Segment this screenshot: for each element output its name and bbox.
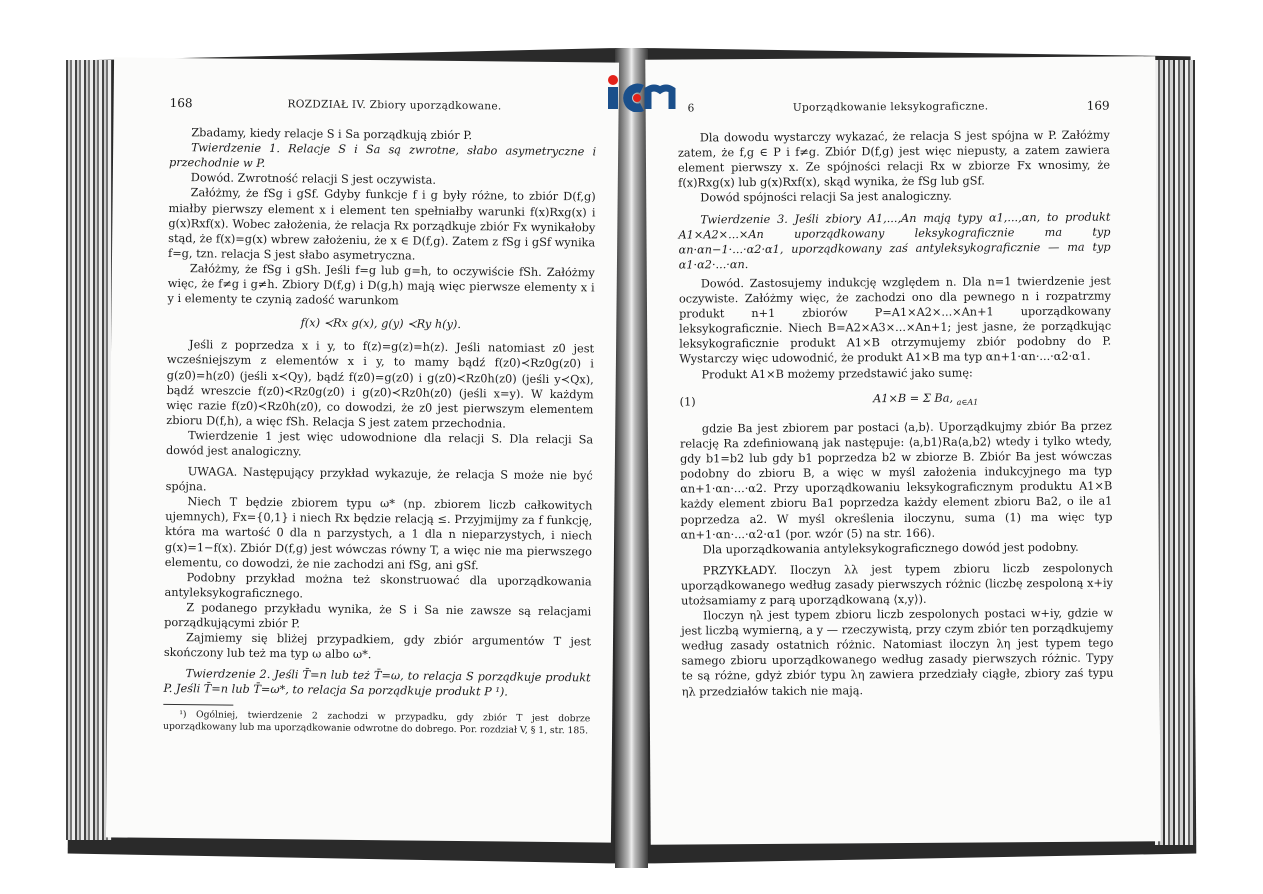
paragraph: Podobny przykład można też skonstruować dla uporządkowania antyleksykograficznego. xyxy=(164,570,592,601)
equation-1 xyxy=(680,389,1112,411)
paragraph: Produkt A1×B możemy przedstawić jako sumę: xyxy=(701,366,973,381)
display-formula: f(x) ≺Rx g(x), g(y) ≺Ry h(y). xyxy=(300,316,462,332)
left-running-title: ROZDZIAŁ IV. Zbiory uporządkowane. xyxy=(287,98,502,113)
paragraph: gdzie Ba jest zbiorem par postaci ⟨a,b⟩. Uporządkujmy zbiór Ba przez relację Ra zdefiniowaną jak następuje: ⟨a,b1⟩Ra⟨a,b2⟩ wtedy i tylko wtedy, gdy b1=b2 lub gdy b1 poprzedza b2 w zbiorze B. Zbiór Ba jest wówczas podobny do zbioru B, a więc w myśl założenia indukcyjnego ma typ αn+1·αn·...·α2. Przy uporządkowaniu leksykograficznym produktu A1×B każdy element zbioru Ba1 poprzedza każdy element zbioru Ba2, o ile a1 poprzedza a2. W myśl określenia iloczynu, suma (1) ma więc typ αn+1·αn·...·α2·α1 (por. wzór (5) na str. 166). xyxy=(679,419,1113,542)
paragraph: Z podanego przykładu wynika, że S i Sa nie zawsze są relacjami porządkującymi zbiór P. xyxy=(164,601,592,631)
equation-subscript: a∈A1 xyxy=(956,397,979,407)
equation-body xyxy=(740,389,1112,411)
right-page-text xyxy=(678,99,1114,700)
paragraph: Iloczyn ηλ jest typem zbioru liczb zespolonych postaci w+iy, gdzie w jest liczbą wymierną, a y — rzeczywistą, przy czym zbiór ten porządkujemy według zasady ostatnich różnic. Natomiast iloczyn λη jest typem tego samego zbioru uporządkowanego według zasady pierwszych różnic. Typy te są różne, gdyż zbiór typu λη zawiera przedziały ciągłe, zbiory zaś typu ηλ przedziałów takich nie mają. xyxy=(681,606,1114,699)
paragraph: Jeśli z poprzedza x i y, to f(z)=g(z)=h(z). Jeśli natomiast z0 jest wcześniejszym z elementów x i y, to mamy bądź f(z0)≺Rz0g(z0) i g(z0)=h(z0) (jeśli x≺Qy), bądź f(z0)=g(z0) i g(z0)≺Rz0h(z0) (jeśli y≺Qx), bądź wreszcie f(z0)≺Rz0g(z0) i g(z0)≺Rz0h(z0) (jeśli x=y). W każdym więc razie f(z0)≺Rz0h(z0), co dowodzi, że z0 jest pierwszym elementem zbioru D(f,h), a więc fSh. Relacja S jest zatem przechodnia. xyxy=(166,338,595,431)
footnote-rule xyxy=(163,704,233,706)
equation-expression: A1×B = Σ Ba, xyxy=(873,391,954,405)
left-page-text xyxy=(163,96,597,738)
theorem-2: Twierdzenie 2. Jeśli T̄=n lub też T̄=ω, to relacja S porządkuje produkt P. Jeśli T̄=n lub T̄=ω*, to relacja Sa porządkuje produkt P ¹). xyxy=(163,667,591,699)
paragraph: Dowód spójności relacji Sa jest analogiczny. xyxy=(700,190,952,205)
right-page xyxy=(645,56,1160,845)
book-gutter xyxy=(615,48,648,868)
paragraph: Twierdzenie 1 jest więc udowodnione dla relacji S. Dla relacji Sa dowód jest analogiczny. xyxy=(165,429,594,459)
paragraph: Załóżmy, że fSg i gSh. Jeśli f=g lub g=h, to oczywiście fSh. Załóżmy więc, że f≠g i g≠h. Zbiory D(f,g) i D(g,h) mają więc pierwsze elementy x i y i elementy te czynią zadość warunkom xyxy=(167,262,595,308)
right-running-head xyxy=(678,99,1110,117)
paragraph: Zajmiemy się bliżej przypadkiem, gdy zbiór argumentów T jest skończony lub też ma typ ω albo ω*. xyxy=(163,631,592,662)
right-page-number: 169 xyxy=(1086,98,1110,113)
left-running-head xyxy=(170,96,597,116)
equation-number: (1) xyxy=(679,395,696,409)
paragraph: Dowód. Zastosujemy indukcję względem n. Dla n=1 twierdzenie jest oczywiste. Załóżmy więc, że zachodzi ono dla pewnego n i rozpatrzmy produkt n+1 zbiorów P=A1×A2×...×An+1 uporządkowany leksykograficznie. Niech B=A2×A3×...×An+1; jest jasne, że porządkując leksykograficznie produkt A1×B otrzymujemy zbiór podobny do P. Wystarczy więc udowodnić, że produkt A1×B ma typ αn+1·αn·...·α2·α1. xyxy=(678,274,1112,366)
paragraph: Zbadamy, kiedy relacje S i Sa porządkują zbiór P. xyxy=(191,126,473,143)
paragraph: Załóżmy, że fSg i gSf. Gdyby funkcje f i g były różne, to zbiór D(f,g) miałby pierwszy element x i element ten spełniałby warunki f(x)Rxg(x) i g(x)Rxf(x). Wobec założenia, że relacja Rx porządkuje zbiór Fx wynikałoby stąd, że f(x)=g(x) wbrew założeniu, że x ∈ D(f,g). Zatem z fSg i gSf wynika f=g, tzn. relacja S jest słabo asymetryczna. xyxy=(167,186,596,263)
theorem-1: Twierdzenie 1. Relacje S i Sa są zwrotne, słabo asymetryczne i przechodnie w P. xyxy=(168,141,597,171)
paragraph: Dowód. Zwrotność relacji S jest oczywista. xyxy=(190,171,437,188)
remark: UWAGA. Następujący przykład wykazuje, że relacja S może nie być spójna. xyxy=(165,465,593,494)
theorem-3: Twierdzenie 3. Jeśli zbiory A1,...,An mają typy α1,...,αn, to produkt A1×A2×...×An uporządkowany leksykograficznie ma typ αn·αn−1·...·α2·α1, uporządkowany zaś antyleksykograficznie — ma typ α1·α2·...·αn. xyxy=(678,210,1111,272)
right-running-title: Uporządkowanie leksykograficzne. xyxy=(792,100,989,114)
left-page xyxy=(106,57,619,842)
right-running-left: 6 xyxy=(687,102,695,115)
footnote: ¹) Ogólniej, twierdzenie 2 zachodzi w przypadku, gdy zbiór T jest dobrze uporządkowany lub ma uporządkowanie odwrotne do dobrego. Por. rozdział V, § 1, str. 185. xyxy=(163,709,591,737)
page-edges-right xyxy=(1155,60,1195,845)
paragraph: Dla uporządkowania antyleksykograficznego dowód jest podobny. xyxy=(702,540,1079,557)
examples: PRZYKŁADY. Iloczyn λλ jest typem zbioru liczb zespolonych uporządkowanego według zasady pierwszych różnic (liczbę zespoloną x+iy utożsamiamy z parą uporządkowaną ⟨x,y⟩). xyxy=(680,561,1113,608)
paragraph: Dla dowodu wystarczy wykazać, że relacja S jest spójna w P. Załóżmy zatem, że f,g ∈ P i f≠g. Zbiór D(f,g) jest więc niepusty, a zatem zawiera element pierwszy x. Ze spójności relacji Rx w zbiorze Fx wnosimy, że f(x)Rxg(x) lub g(x)Rxf(x), skąd wynika, że fSg lub gSf. xyxy=(677,128,1111,190)
page-edges-left xyxy=(66,60,112,840)
icm-logo xyxy=(604,74,680,112)
left-page-number: 168 xyxy=(169,95,193,111)
paragraph: Niech T będzie zbiorem typu ω* (np. zbiorem liczb całkowitych ujemnych), Fx={0,1} i niech Rx będzie relacją ≤. Przyjmijmy za f funkcję, która ma wartość 0 dla n parzystych, a 1 dla n nieparzystych, i niech g(x)=1−f(x). Zbiór D(f,g) jest wówczas równy T, a więc nie ma pierwszego elementu, co dowodzi, że nie zachodzi ani fSg, ani gSf. xyxy=(164,495,593,572)
